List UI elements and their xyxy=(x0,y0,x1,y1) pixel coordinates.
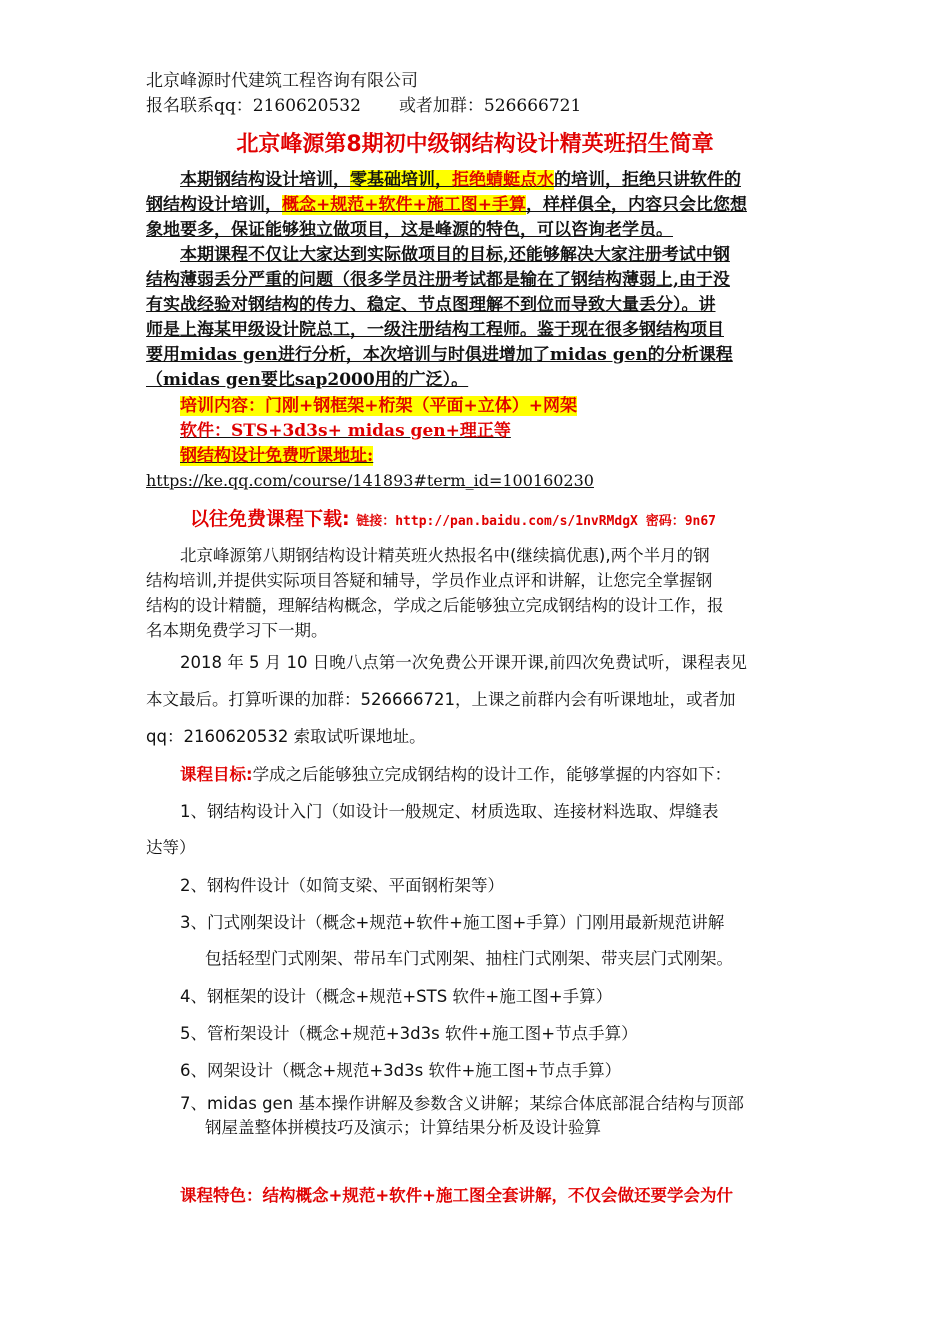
training-content xyxy=(180,394,844,419)
schedule-line: qq：2160620532 索取试听课地址。 xyxy=(146,727,426,746)
software-text: 软件：STS+3d3s+ midas gen+理正等 xyxy=(180,421,511,441)
free-course-link[interactable]: https://ke.qq.com/course/141893#term_id=100160230 xyxy=(146,471,594,490)
intro-line xyxy=(180,168,844,193)
course-item-1: 1、钢结构设计入门（如设计一般规定、材质选取、连接材料选取、焊缝表 xyxy=(180,802,719,821)
intro-line: 师是上海某甲级设计院总工，一级注册结构工程师。鉴于现在很多钢结构项目 xyxy=(146,320,724,340)
intro-line: 结构薄弱丢分严重的问题（很多学员注册考试都是输在了钢结构薄弱上,由于没 xyxy=(146,270,730,290)
course-item-4: 4、钢框架的设计（概念+规范+STS 软件+施工图+手算） xyxy=(180,987,613,1006)
intro-text: ，样样俱全，内容只会比您想 xyxy=(525,195,747,215)
software-line xyxy=(180,419,844,444)
download-label: 以往免费课程下载: xyxy=(190,508,350,530)
announce-line: 结构的设计精髓，理解结构概念，学成之后能够独立完成钢结构的设计工作，报 xyxy=(146,596,724,615)
download-line xyxy=(190,508,716,533)
course-item-3: 3、门式刚架设计（概念+规范+软件+施工图+手算）门刚用最新规范讲解 xyxy=(180,913,725,932)
training-content-text: 培训内容：门刚+钢框架+桁架（平面+立体）+网架 xyxy=(180,396,577,416)
highlight-no-skim: 拒绝蜻蜓点水 xyxy=(452,170,554,190)
course-item-6: 6、网架设计（概念+规范+3d3s 软件+施工图+节点手算） xyxy=(180,1061,622,1080)
course-item-2: 2、钢构件设计（如简支梁、平面钢桁架等） xyxy=(180,876,504,895)
intro-line: 要用midas gen进行分析，本次培训与时俱进增加了midas gen的分析课程 xyxy=(146,345,733,365)
course-item-5: 5、管桁架设计（概念+规范+3d3s 软件+施工图+节点手算） xyxy=(180,1024,638,1043)
contact-qq: 报名联系qq：2160620532 xyxy=(146,96,361,116)
course-item-7-cont: 钢屋盖整体拼模技巧及演示；计算结果分析及设计验算 xyxy=(205,1118,601,1137)
contact-group: 或者加群：526666721 xyxy=(398,96,582,116)
free-course-label xyxy=(180,444,844,469)
announce-line: 结构培训,并提供实际项目答疑和辅导，学员作业点评和讲解，让您完全掌握钢 xyxy=(146,571,713,590)
intro-line xyxy=(146,193,810,218)
announce-line: 北京峰源第八期钢结构设计精英班火热报名中(继续搞优惠),两个半月的钢 xyxy=(180,546,710,565)
free-course-label-text: 钢结构设计免费听课地址: xyxy=(180,446,374,466)
schedule-line: 本文最后。打算听课的加群：526666721，上课之前群内会有听课地址，或者加 xyxy=(146,690,736,709)
course-feature: 课程特色：结构概念+规范+软件+施工图全套讲解，不仅会做还要学会为什 xyxy=(180,1186,733,1205)
highlight-zero-basis: 零基础培训， xyxy=(350,170,452,190)
goal-label: 课程目标: xyxy=(180,765,253,784)
contact-line xyxy=(146,95,581,117)
download-link[interactable]: 链接：http://pan.baidu.com/s/1nvRMdgX 密码：9n67 xyxy=(356,514,716,529)
course-item-7: 7、midas gen 基本操作讲解及参数含义讲解；某综合体底部混合结构与顶部 xyxy=(180,1094,744,1113)
goal-line xyxy=(180,762,844,788)
page-title: 北京峰源第8期初中级钢结构设计精英班招生简章 xyxy=(236,132,714,157)
intro-line: （midas gen要比sap2000用的广泛）。 xyxy=(146,370,469,390)
announce-line: 名本期免费学习下一期。 xyxy=(146,621,328,640)
schedule-line: 2018 年 5 月 10 日晚八点第一次免费公开课开课,前四次免费试听，课程表见 xyxy=(180,653,747,672)
intro-text: 本期钢结构设计培训， xyxy=(180,170,350,190)
intro-line: 有实战经验对钢结构的传力、稳定、节点图理解不到位而导致大量丢分）。讲 xyxy=(146,295,716,315)
course-item-1-cont: 达等） xyxy=(146,838,196,857)
intro-line: 本期课程不仅让大家达到实际做项目的目标,还能够解决大家注册考试中钢 xyxy=(180,245,730,265)
goal-text: 学成之后能够独立完成钢结构的设计工作，能够掌握的内容如下： xyxy=(252,765,732,784)
intro-text: 的培训，拒绝只讲软件的 xyxy=(554,170,741,190)
intro-text: 钢结构设计培训， xyxy=(146,195,282,215)
course-item-3-cont: 包括轻型门式刚架、带吊车门式刚架、抽柱门式刚架、带夹层门式刚架。 xyxy=(205,949,733,968)
intro-line: 象地要多，保证能够独立做项目，这是峰源的特色，可以咨询老学员。 xyxy=(146,220,673,240)
highlight-concept-spec: 概念+规范+软件+施工图+手算 xyxy=(282,195,526,215)
company-name: 北京峰源时代建筑工程咨询有限公司 xyxy=(146,71,418,91)
